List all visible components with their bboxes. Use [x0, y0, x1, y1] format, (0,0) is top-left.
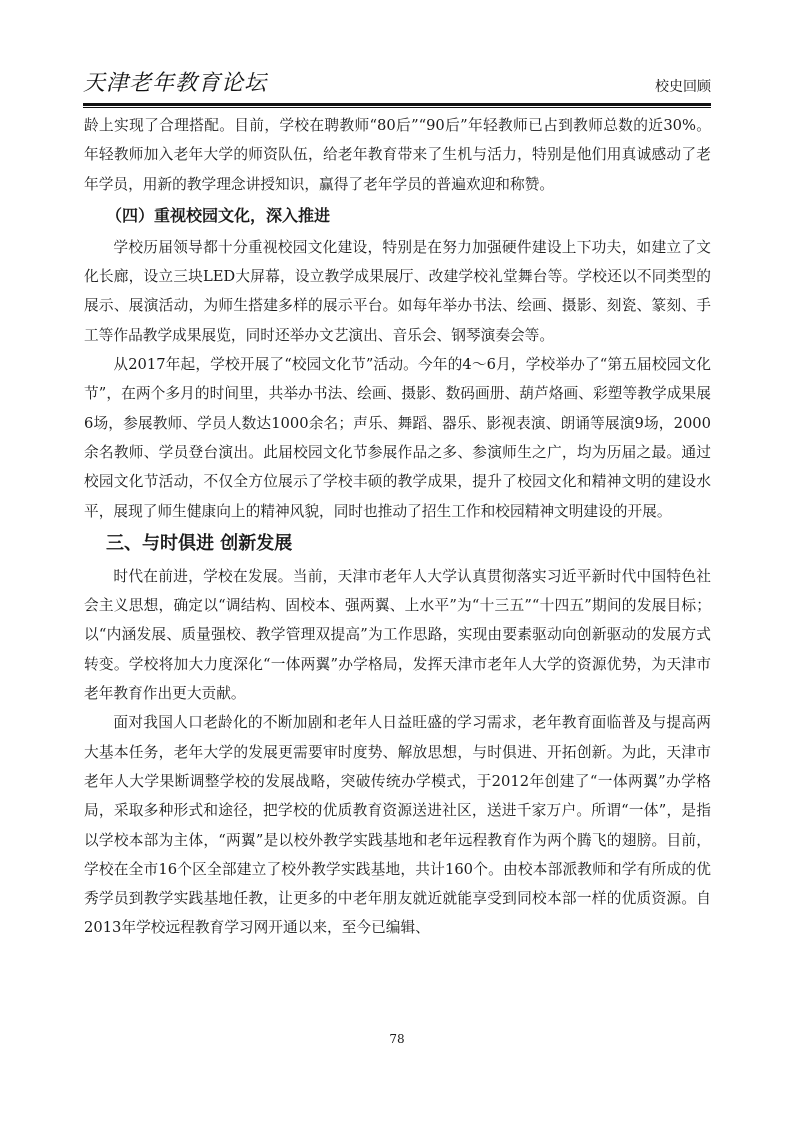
section-label: 校史回顾	[655, 79, 711, 95]
paragraph: 面对我国人口老龄化的不断加剧和老年人日益旺盛的学习需求，老年教育面临普及与提高两大基本任务，老年大学的发展更需要审时度势、解放思想，与时俱进、开拓创新。为此，天津市老年人大学果断调整学校的发展战略，突破传统办学模式，于2012年创建了“一体两翼”办学格局，采取多种形式和途径，把学校的优质教育资源送进社区，送进千家万户。所谓“一体”，是指以学校本部为主体，“两翼”是以校外教学实践基地和老年远程教育作为两个腾飞的翅膀。目前，学校在全市16个区全部建立了校外教学实践基地，共计160个。由校本部派教师和学有所成的优秀学员到教学实践基地任教，让更多的中老年朋友就近就能享受到同校本部一样的优质资源。自2013年学校远程教育学习网开通以来，至今已编辑、	[84, 714, 711, 937]
article-body	[84, 111, 711, 943]
header-rule-thin	[83, 107, 711, 108]
page-number: 78	[389, 1032, 405, 1046]
journal-logo: 天津老年教育论坛	[83, 71, 268, 96]
paragraph: 时代在前进，学校在发展。当前，天津市老年人大学认真贯彻落实习近平新时代中国特色社会主义思想，确定以“调结构、固校本、强两翼、上水平”为“十三五”“十四五”期间的发展目标；以“内涵发展、质量强校、教学管理双提高”为工作思路，实现由要素驱动向创新驱动的发展方式转变。学校将加大力度深化“一体两翼”办学格局，发挥天津市老年人大学的资源优势，为天津市老年教育作出更大贡献。	[84, 567, 711, 703]
section-heading: 三、与时俱进 创新发展	[106, 532, 293, 554]
header-rule-thick	[83, 103, 711, 106]
page-header	[83, 66, 711, 100]
paragraph-continued: 龄上实现了合理搭配。目前，学校在聘教师“80后”“90后”年轻教师已占到教师总数的近30%。年轻教师加入老年大学的师资队伍，给老年教育带来了生机与活力，特别是他们用真诚感动了老年学员，用新的教学理念讲授知识，赢得了老年学员的普遍欢迎和称赞。	[84, 117, 711, 193]
paragraph: 学校历届领导都十分重视校园文化建设，特别是在努力加强硬件建设上下功夫，如建立了文化长廊，设立三块LED大屏幕，设立教学成果展厅、改建学校礼堂舞台等。学校还以不同类型的展示、展演活动，为师生搭建多样的展示平台。如每年举办书法、绘画、摄影、刻瓷、篆刻、手工等作品教学成果展览，同时还举办文艺演出、音乐会、钢琴演奏会等。	[84, 238, 711, 344]
subsection-heading: （四）重视校园文化，深入推进	[106, 205, 331, 225]
paragraph: 从2017年起，学校开展了“校园文化节”活动。今年的4～6月，学校举办了“第五届校园文化节”，在两个多月的时间里，共举办书法、绘画、摄影、数码画册、葫芦烙画、彩塑等教学成果展6场，参展教师、学员人数达1000余名；声乐、舞蹈、器乐、影视表演、朗诵等展演9场，2000余名教师、学员登台演出。此届校园文化节参展作品之多、参演师生之广，均为历届之最。通过校园文化节活动，不仅全方位展示了学校丰硕的教学成果，提升了校园文化和精神文明的建设水平，展现了师生健康向上的精神风貌，同时也推动了招生工作和校园精神文明建设的开展。	[84, 356, 711, 520]
